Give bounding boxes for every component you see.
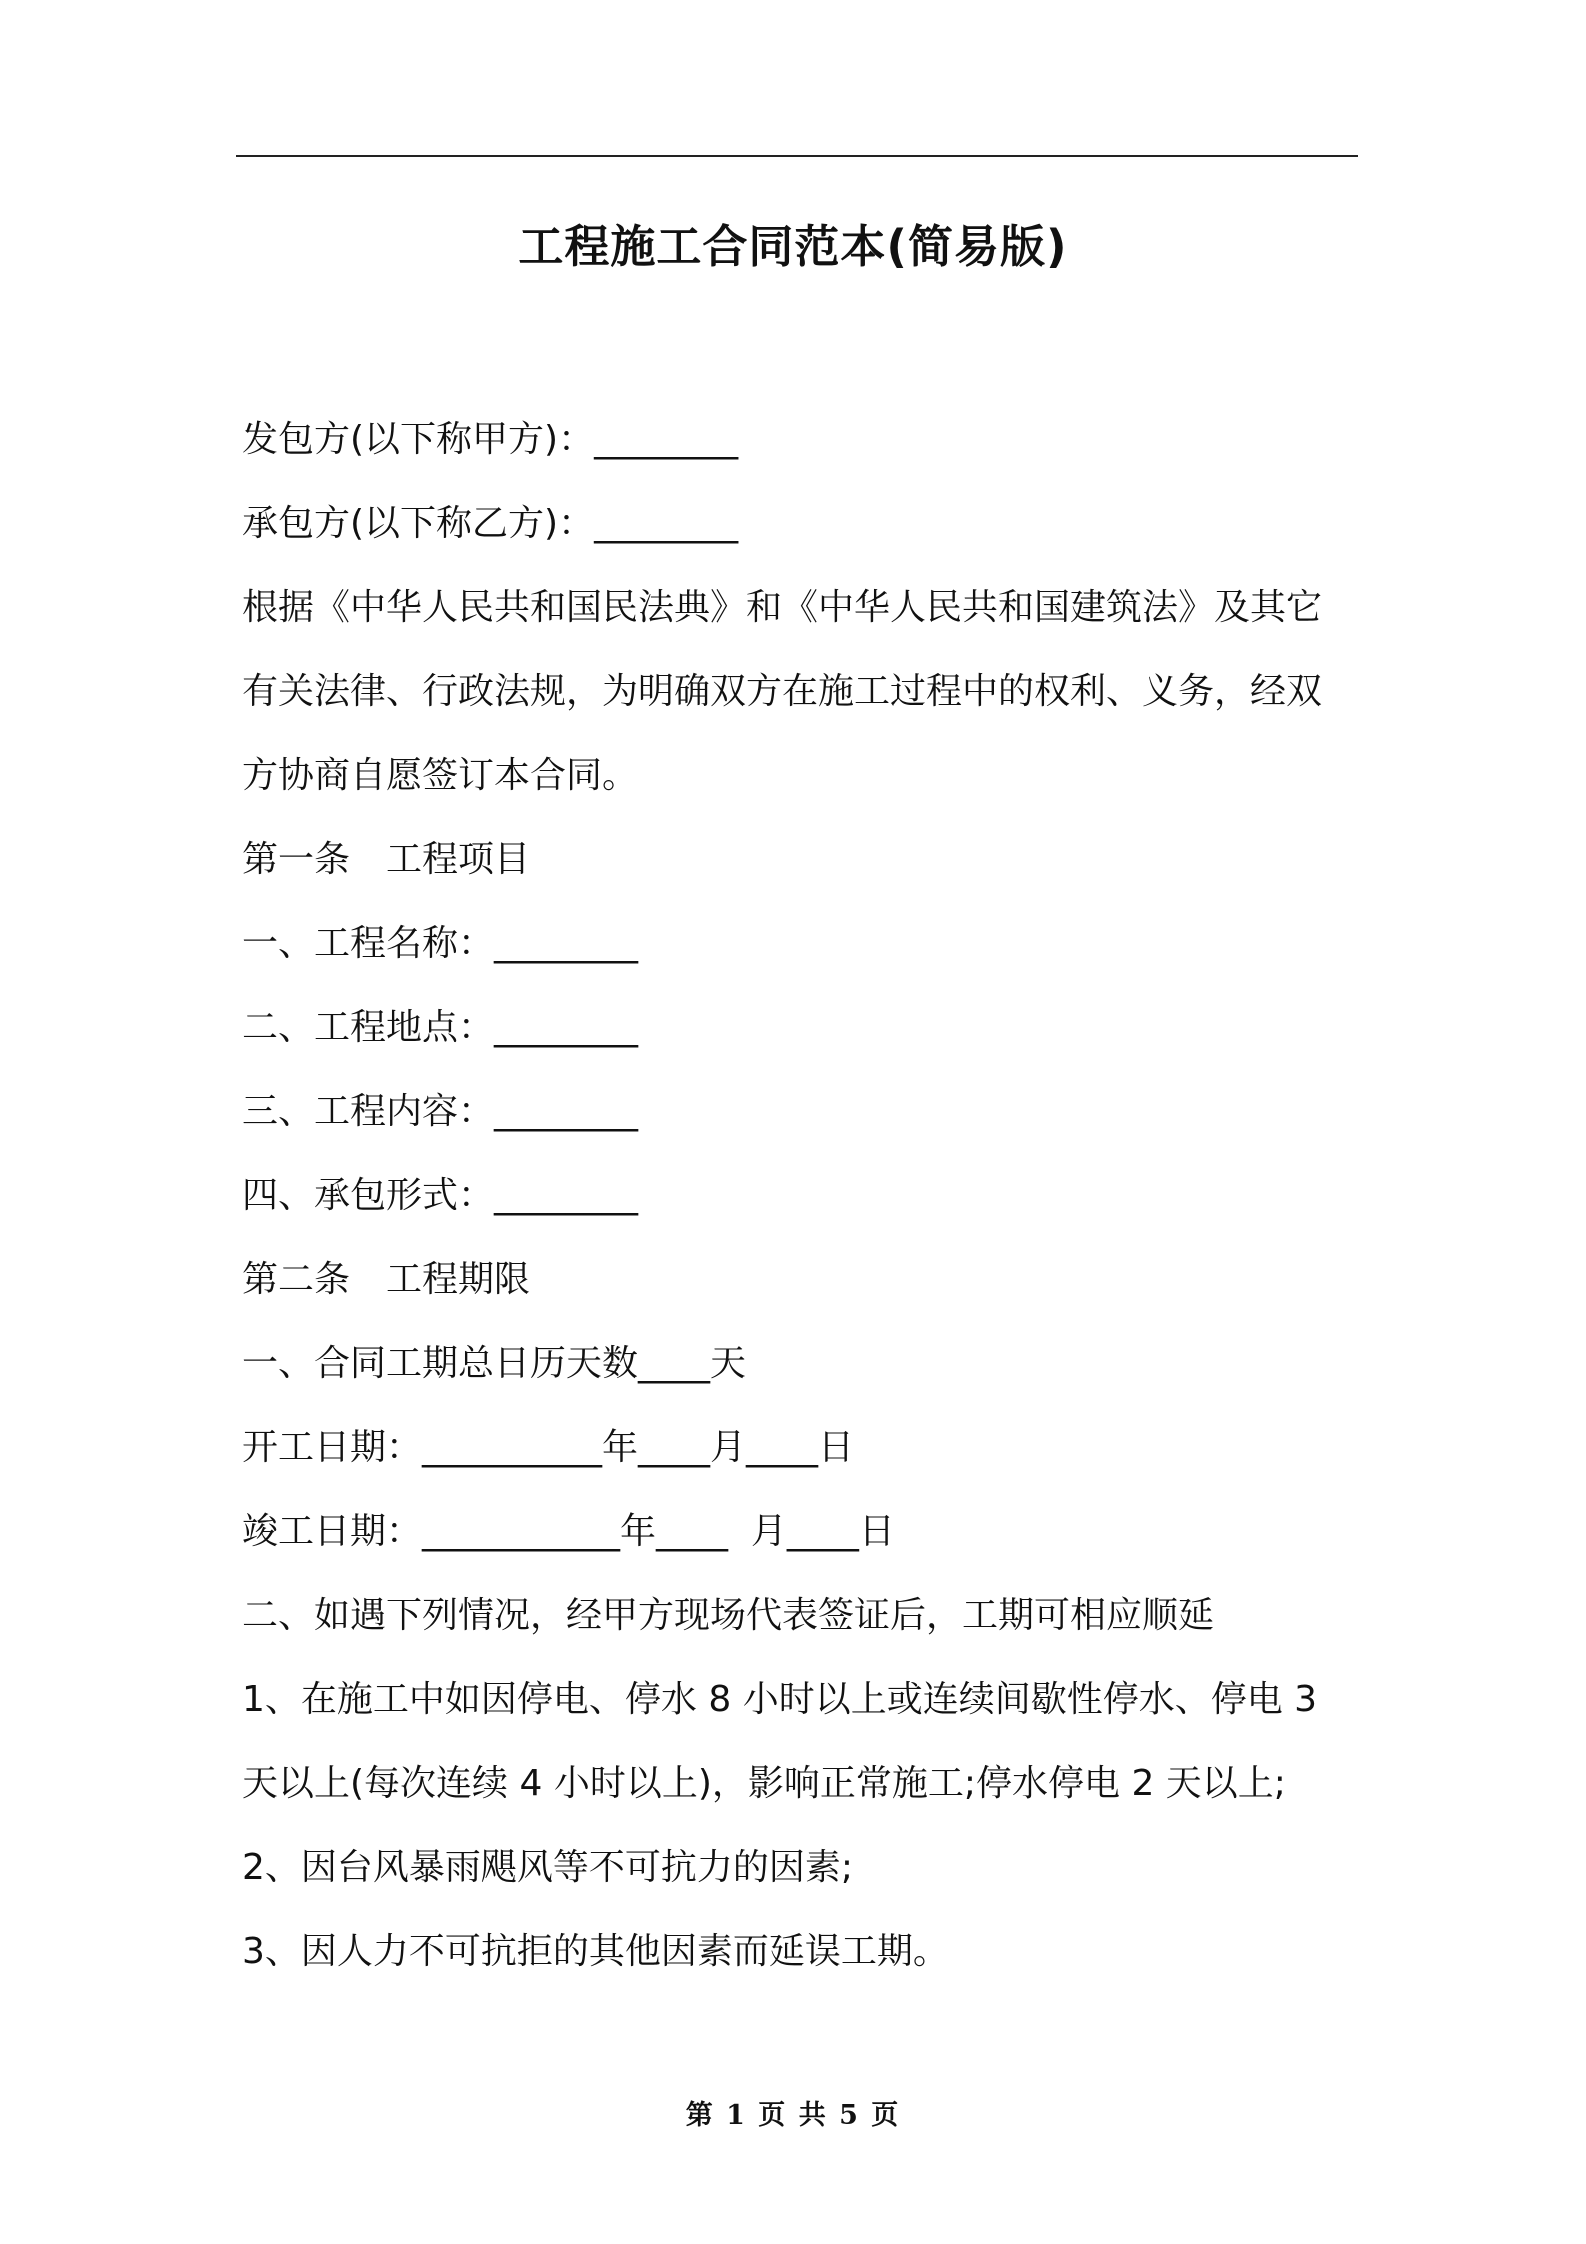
project-name-line: 一、工程名称：________ — [242, 923, 639, 964]
preamble-line-3: 方协商自愿签订本合同。 — [242, 755, 639, 796]
item-3-line: 3、因人力不可抗拒的其他因素而延误工期。 — [242, 1931, 949, 1972]
contract-form-line: 四、承包形式：________ — [242, 1175, 639, 1216]
preamble-line-1: 根据《中华人民共和国民法典》和《中华人民共和国建筑法》及其它 — [242, 587, 1323, 628]
header-rule — [236, 155, 1358, 157]
item-1-line-2: 天以上(每次连续 4 小时以上)，影响正常施工;停水停电 2 天以上; — [242, 1763, 1286, 1804]
project-content-line: 三、工程内容：________ — [242, 1091, 639, 1132]
completion-date-line: 竣工日期：___________年____ 月____日 — [242, 1511, 895, 1552]
start-date-line: 开工日期：__________年____月____日 — [242, 1427, 855, 1468]
party-a-line: 发包方(以下称甲方)：________ — [242, 419, 739, 460]
article-2-heading: 第二条 工程期限 — [242, 1259, 531, 1300]
preamble-line-2: 有关法律、行政法规，为明确双方在施工过程中的权利、义务，经双 — [242, 671, 1323, 712]
total-days-line: 一、合同工期总日历天数____天 — [242, 1343, 747, 1384]
project-location-line: 二、工程地点：________ — [242, 1007, 639, 1048]
item-1-line-1: 1、在施工中如因停电、停水 8 小时以上或连续间歇性停水、停电 3 — [242, 1679, 1318, 1720]
item-2-line: 2、因台风暴雨飓风等不可抗力的因素; — [242, 1847, 854, 1888]
page-number: 第 1 页 共 5 页 — [685, 2100, 901, 2131]
article-1-heading: 第一条 工程项目 — [242, 839, 531, 880]
document-title: 工程施工合同范本(简易版) — [518, 220, 1068, 273]
extension-clause-line: 二、如遇下列情况，经甲方现场代表签证后，工期可相应顺延 — [242, 1595, 1215, 1636]
party-b-line: 承包方(以下称乙方)：________ — [242, 503, 739, 544]
